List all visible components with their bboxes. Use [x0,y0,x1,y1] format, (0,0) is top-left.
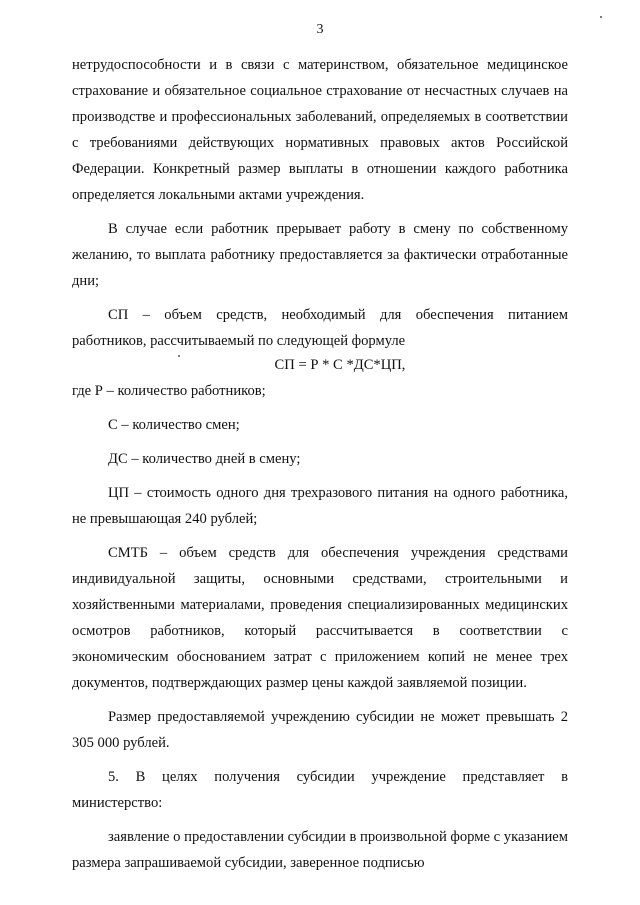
document-body [72,52,568,876]
paragraph-item-5: 5. В целях получения субсидии учреждение представляет в министерство: [72,769,568,811]
paragraph-c-definition: С – количество смен; [108,417,240,433]
paragraph-cp-definition: ЦП – стоимость одного дня трехразового питания на одного работника, не превышающая 240 рублей; [72,485,568,527]
paragraph-sp-definition: СП – объем средств, необходимый для обеспечения питанием работников, рассчитываемый по следующей формуле [72,307,568,349]
paragraph-smtb-definition: СМТБ – объем средств для обеспечения учреждения средствами индивидуальной защиты, основными средствами, строительными и хозяйственными материалами, проведения специализированных медицинских осмотров работников, который рассчитывается в соответствии с экономическим обоснованием затрат с приложением копий не менее трех документов, подтверждающих размер цены каждой заявляемой позиции. [72,545,568,691]
paragraph-dc-definition: ДС – количество дней в смену; [108,451,301,467]
paragraph-continuation: нетрудоспособности и в связи с материнством, обязательное медицинское страхование и обязательное социальное страхование от несчастных случаев на производстве и профессиональных заболеваний, определяемых в соответствии с требованиями действующих нормативных правовых актов Российской Федерации. Конкретный размер выплаты в отношении каждого работника определяется локальными актами учреждения. [72,57,568,203]
page-number: 3 [316,22,324,37]
paragraph-application: заявление о предоставлении субсидии в произвольной форме с указанием размера запрашиваемой субсидии, заверенное подписью [72,829,568,871]
scan-speck [600,16,602,18]
scan-speck [178,355,180,357]
formula-sp: СП = Р * С *ДС*ЦП, [274,357,406,373]
paragraph-p-definition: где Р – количество работников; [72,383,266,399]
paragraph-subsidy-limit: Размер предоставляемой учреждению субсидии не может превышать 2 305 000 рублей. [72,709,568,751]
paragraph-early-termination: В случае если работник прерывает работу в смену по собственному желанию, то выплата работнику предоставляется за фактически отработанные дни; [72,221,568,289]
